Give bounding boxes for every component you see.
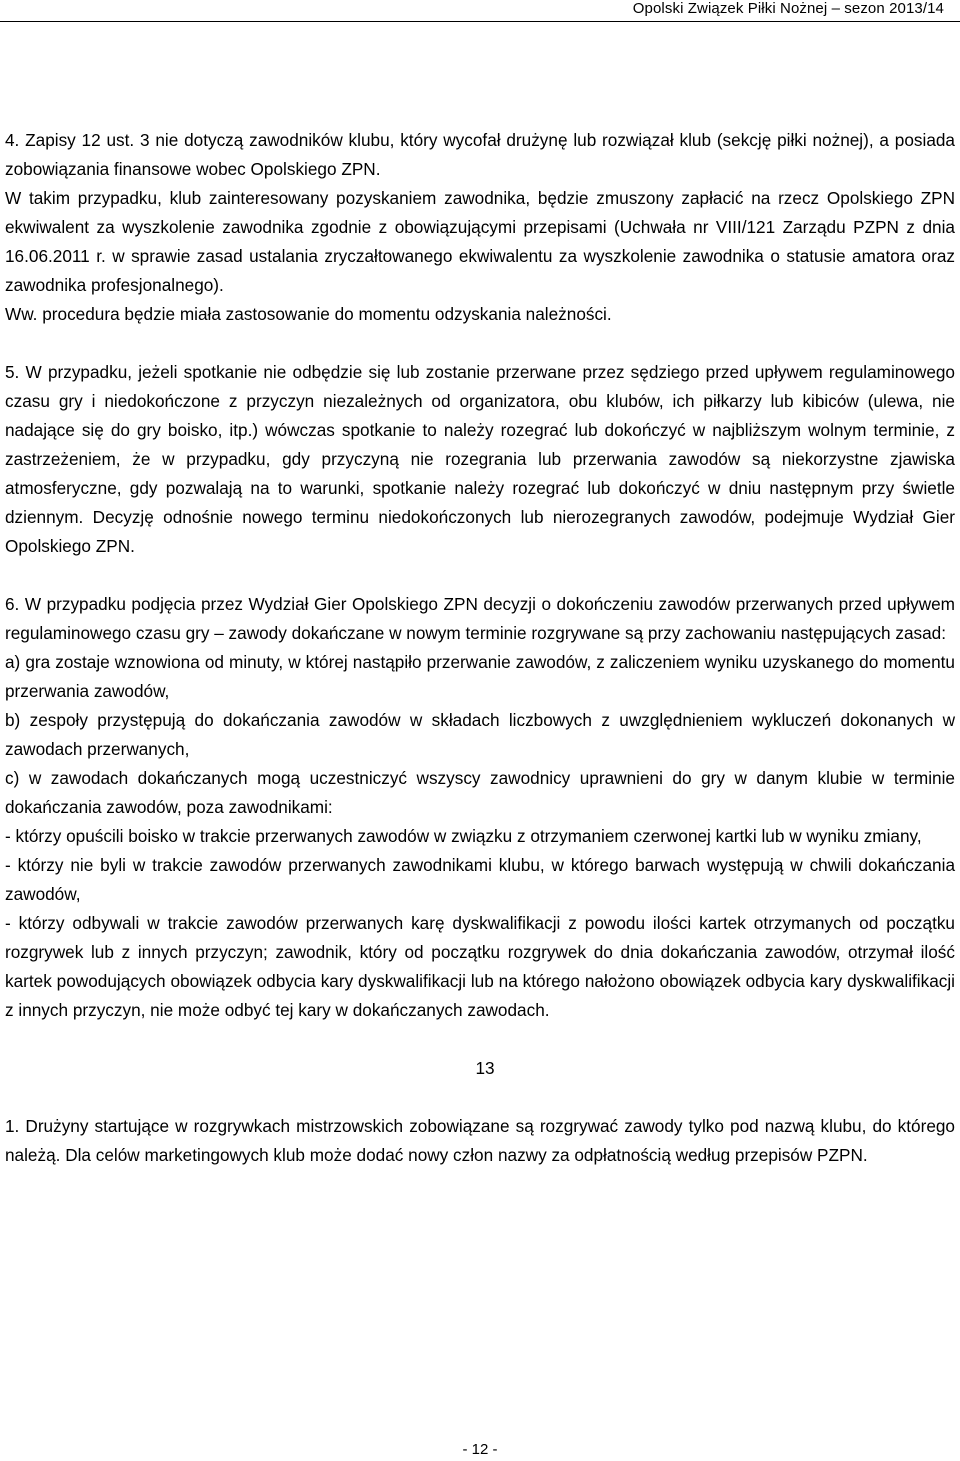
paragraph-6-c: c) w zawodach dokańczanych mogą uczestniczyć wszyscy zawodnicy uprawnieni do gry w danym klubie w terminie dokańczania zawodów, poza zawodnikami: xyxy=(5,768,955,817)
paragraph-4-intro: 4. Zapisy 12 ust. 3 nie dotyczą zawodników klubu, który wycofał drużynę lub rozwiązał klub (sekcję piłki nożnej), a posiada zobowiązania finansowe wobec Opolskiego ZPN. xyxy=(5,130,955,179)
spacer xyxy=(5,561,955,590)
paragraph-6-c-item-1: - którzy opuścili boisko w trakcie przerwanych zawodów w związku z otrzymaniem czerwonej kartki lub w wyniku zmiany, xyxy=(5,826,922,846)
paragraph-4-procedure: Ww. procedura będzie miała zastosowanie do momentu odzyskania należności. xyxy=(5,304,612,324)
paragraph-6-c-item-3: - którzy odbywali w trakcie zawodów przerwanych karę dyskwalifikacji z powodu ilości kartek otrzymanych od początku rozgrywek lub z innych przyczyn; zawodnik, który od początku rozgrywek do dnia dokańczania zawodów, otrzymał ilość kartek powodujących obowiązek odbycia kary dyskwalifikacji lub na którego nałożono obowiązek odbycia kary dyskwalifikacji z innych przyczyn, nie może odbyć tej kary w dokańczanych zawodach. xyxy=(5,913,955,1020)
paragraph-6-c-item-2: - którzy nie byli w trakcie zawodów przerwanych zawodnikami klubu, w którego barwach występują w chwili dokańczania zawodów, xyxy=(5,855,955,904)
page-header xyxy=(0,0,960,22)
spacer xyxy=(5,1083,955,1112)
page-number: - 12 - xyxy=(462,1441,498,1458)
header-title: Opolski Związek Piłki Nożnej – sezon 2013/14 xyxy=(632,0,944,17)
paragraph-13-1: 1. Drużyny startujące w rozgrywkach mistrzowskich zobowiązane są rozgrywać zawody tylko pod nazwą klubu, do którego należą. Dla celów marketingowych klub może dodać nowy człon nazwy za odpłatnością według przepisów PZPN. xyxy=(5,1116,955,1165)
section-13-heading: 13 xyxy=(475,1058,495,1078)
paragraph-6-b: b) zespoły przystępują do dokańczania zawodów w składach liczbowych z uwzględnieniem wykluczeń dokonanych w zawodach przerwanych, xyxy=(5,710,955,759)
document-body xyxy=(5,126,955,1170)
spacer xyxy=(5,1025,955,1054)
spacer xyxy=(5,329,955,358)
paragraph-6-a: a) gra zostaje wznowiona od minuty, w której nastąpiło przerwanie zawodów, z zaliczeniem wyniku uzyskanego do momentu przerwania zawodów, xyxy=(5,652,955,701)
paragraph-5: 5. W przypadku, jeżeli spotkanie nie odbędzie się lub zostanie przerwane przez sędziego przed upływem regulaminowego czasu gry i niedokończone z przyczyn niezależnych od organizatora, obu klubów, ich piłkarzy lub kibiców (ulewa, nie nadające się do gry boisko, itp.) wówczas spotkanie to należy rozegrać lub dokończyć w najbliższym wolnym terminie, z zastrzeżeniem, że w przypadku, gdy przyczyną nie rozegrania lub przerwania zawodów są niekorzystne zjawiska atmosferyczne, gdy pozwalają na to warunki, spotkanie należy rozegrać lub dokończyć w dniu następnym przy świetle dziennym. Decyzję odnośnie nowego terminu niedokończonych lub nierozegranych zawodów, podejmuje Wydział Gier Opolskiego ZPN. xyxy=(5,362,955,556)
paragraph-4-details: W takim przypadku, klub zainteresowany pozyskaniem zawodnika, będzie zmuszony zapłacić na rzecz Opolskiego ZPN ekwiwalent za wyszkolenie zawodnika zgodnie z obowiązującymi przepisami (Uchwała nr VIII/121 Zarządu PZPN z dnia 16.06.2011 r. w sprawie zasad ustalania zryczałtowanego ekwiwalentu za wyszkolenie zawodnika o statusie amatora oraz zawodnika profesjonalnego). xyxy=(5,188,955,295)
header-divider xyxy=(0,21,960,22)
paragraph-6: 6. W przypadku podjęcia przez Wydział Gier Opolskiego ZPN decyzji o dokończeniu zawodów przerwanych przed upływem regulaminowego czasu gry – zawody dokańczane w nowym terminie rozgrywane są przy zachowaniu następujących zasad: xyxy=(5,594,955,643)
